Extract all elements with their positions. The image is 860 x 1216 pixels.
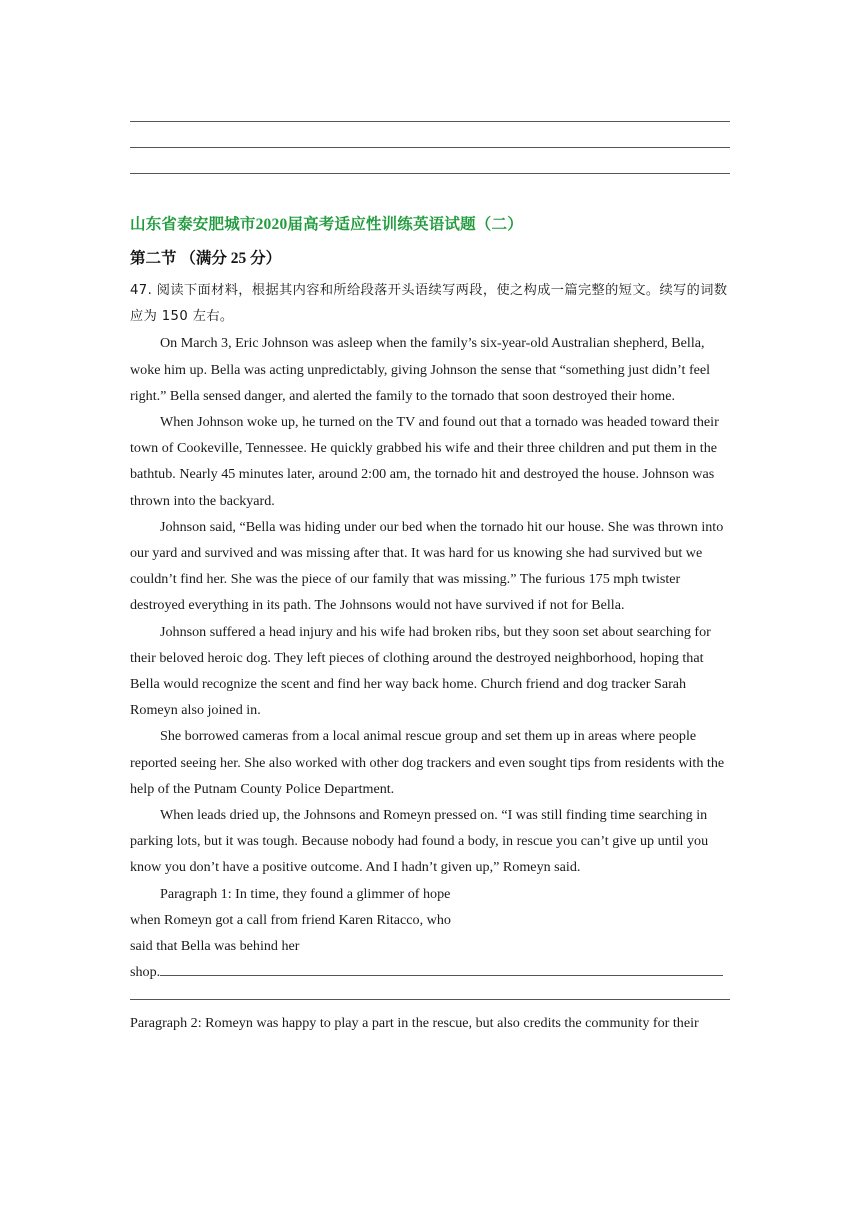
passage-paragraph: Johnson suffered a head injury and his wife had broken ribs, but they soon set about searching for their beloved heroic dog. They left pieces of clothing around the destroyed neighborhood, hoping that Bella would recognize the scent and find her way back home. Church friend and dog tracker Sarah Romeyn also joined in. xyxy=(130,623,711,719)
writing-blank[interactable] xyxy=(160,959,723,976)
passage-paragraph: She borrowed cameras from a local animal rescue group and set them up in areas where people reported seeing her. She also worked with other dog trackers and even sought tips from residents with the help of the Putnam County Police Department. xyxy=(130,728,725,797)
prompt-1-end: shop. xyxy=(130,964,161,981)
answer-line xyxy=(130,121,730,122)
instruction: 47. 阅读下面材料，根据其内容和所给段落开头语续写两段，使之构成一篇完整的短文。续写的词数应为 150 左右。 xyxy=(130,283,728,325)
passage-paragraph: When Johnson woke up, he turned on the TV and found out that a tornado was headed toward their town of Cookeville, Tennessee. He quickly grabbed his wife and their three children and put them in the bathtub. Nearly 45 minutes later, around 2:00 am, the tornado hit and destroyed the house. Johnson was thrown into the backyard. xyxy=(130,414,719,509)
passage-paragraph: On March 3, Eric Johnson was asleep when the family’s six-year-old Australian shepherd, Bella, woke him up. Bella was acting unpredictably, giving Johnson the sense that “something just didn’t feel right.” Bella sensed danger, and alerted the family to the tornado that soon destroyed their home. xyxy=(130,335,711,404)
answer-line xyxy=(130,147,730,148)
section-heading: 第二节 （满分 25 分） xyxy=(130,250,282,267)
writing-line[interactable] xyxy=(130,999,730,1000)
question-body xyxy=(130,278,730,1037)
continuation-prompt-1: Paragraph 1: In time, they found a glimmer of hope when Romeyn got a call from friend Karen Ritacco, who said that Bella was behind her xyxy=(130,885,451,955)
continuation-line xyxy=(130,959,730,985)
continuation-prompt-2: Paragraph 2: Romeyn was happy to play a part in the rescue, but also credits the community for their xyxy=(130,1015,699,1032)
passage-paragraph: Johnson said, “Bella was hiding under our bed when the tornado hit our house. She was thrown into our yard and survived and was missing after that. It was hard for us knowing she had survived but we couldn’t find her. She was the piece of our family that was missing.” The furious 175 mph twister destroyed everything in its path. The Johnsons would not have survived if not for Bella. xyxy=(130,518,724,614)
passage-paragraph: When leads dried up, the Johnsons and Romeyn pressed on. “I was still finding time searching in parking lots, but it was tough. Because nobody had found a body, in rescue you can’t give up until you know you don’t have a positive outcome. And I hadn’t given up,” Romeyn said. xyxy=(130,807,709,876)
exam-title: 山东省泰安肥城市2020届高考适应性训练英语试题（二） xyxy=(130,216,523,233)
answer-line xyxy=(130,173,730,174)
